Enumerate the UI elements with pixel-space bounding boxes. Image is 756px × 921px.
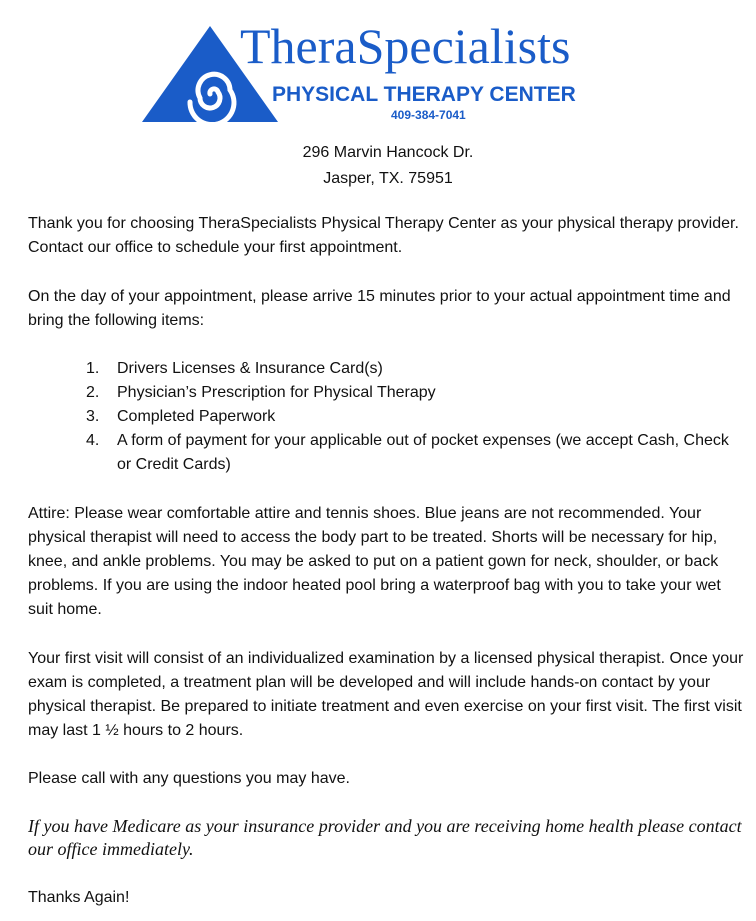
list-item-number: 4. — [86, 432, 100, 449]
intro-paragraph: Thank you for choosing TheraSpecialists Physical Therapy Center as your physical therapy provider. Contact our office to schedule your first appointment. — [28, 215, 739, 256]
arrival-paragraph: On the day of your appointment, please arrive 15 minutes prior to your actual appointment time and bring the following items: — [28, 288, 731, 329]
list-item-number: 2. — [86, 384, 100, 401]
medicare-notice: If you have Medicare as your insurance provider and you are receiving home health please contact our office immediately. — [28, 816, 742, 859]
list-item-text: Physician’s Prescription for Physical Therapy — [117, 384, 436, 401]
first-visit-paragraph: Your first visit will consist of an individualized examination by a licensed physical therapist. Once your exam is completed, a treatment plan will be developed and will include hands-on contact by your physical therapist. Be prepared to initiate treatment and even exercise on your first visit. The first visit may last 1 ½ hours to 2 hours. — [28, 650, 744, 739]
list-item — [86, 405, 736, 429]
company-logo — [138, 18, 608, 128]
address-street: 296 Marvin Hancock Dr. — [302, 144, 474, 161]
attire-paragraph: Attire: Please wear comfortable attire and tennis shoes. Blue jeans are not recommended. Your physical therapist will need to access the body part to be treated. Shorts will be necessary for hip, knee, and ankle problems. You may be asked to put on a patient gown for neck, shoulder, or back problems. If you are using the indoor heated pool bring a waterproof bag with you to take your wet suit home. — [28, 505, 721, 618]
list-item-text: Drivers Licenses & Insurance Card(s) — [117, 360, 383, 377]
questions-paragraph: Please call with any questions you may have. — [28, 770, 350, 787]
list-item-text: Completed Paperwork — [117, 408, 276, 425]
logo-subtitle: PHYSICAL THERAPY CENTER — [272, 83, 576, 106]
items-list — [86, 357, 736, 477]
address-city: Jasper, TX. 75951 — [323, 170, 453, 187]
closing-text: Thanks Again! — [28, 889, 130, 906]
logo-company-name: TheraSpecialists — [240, 18, 571, 74]
address-block — [0, 140, 756, 192]
list-item-number: 1. — [86, 360, 100, 377]
list-item-number: 3. — [86, 408, 100, 425]
list-item-text: A form of payment for your applicable out of pocket expenses (we accept Cash, Check or Credit Cards) — [117, 432, 729, 473]
list-item — [86, 357, 736, 381]
logo-phone-number: 409-384-7041 — [391, 108, 466, 122]
list-item — [86, 429, 736, 477]
list-item — [86, 381, 736, 405]
